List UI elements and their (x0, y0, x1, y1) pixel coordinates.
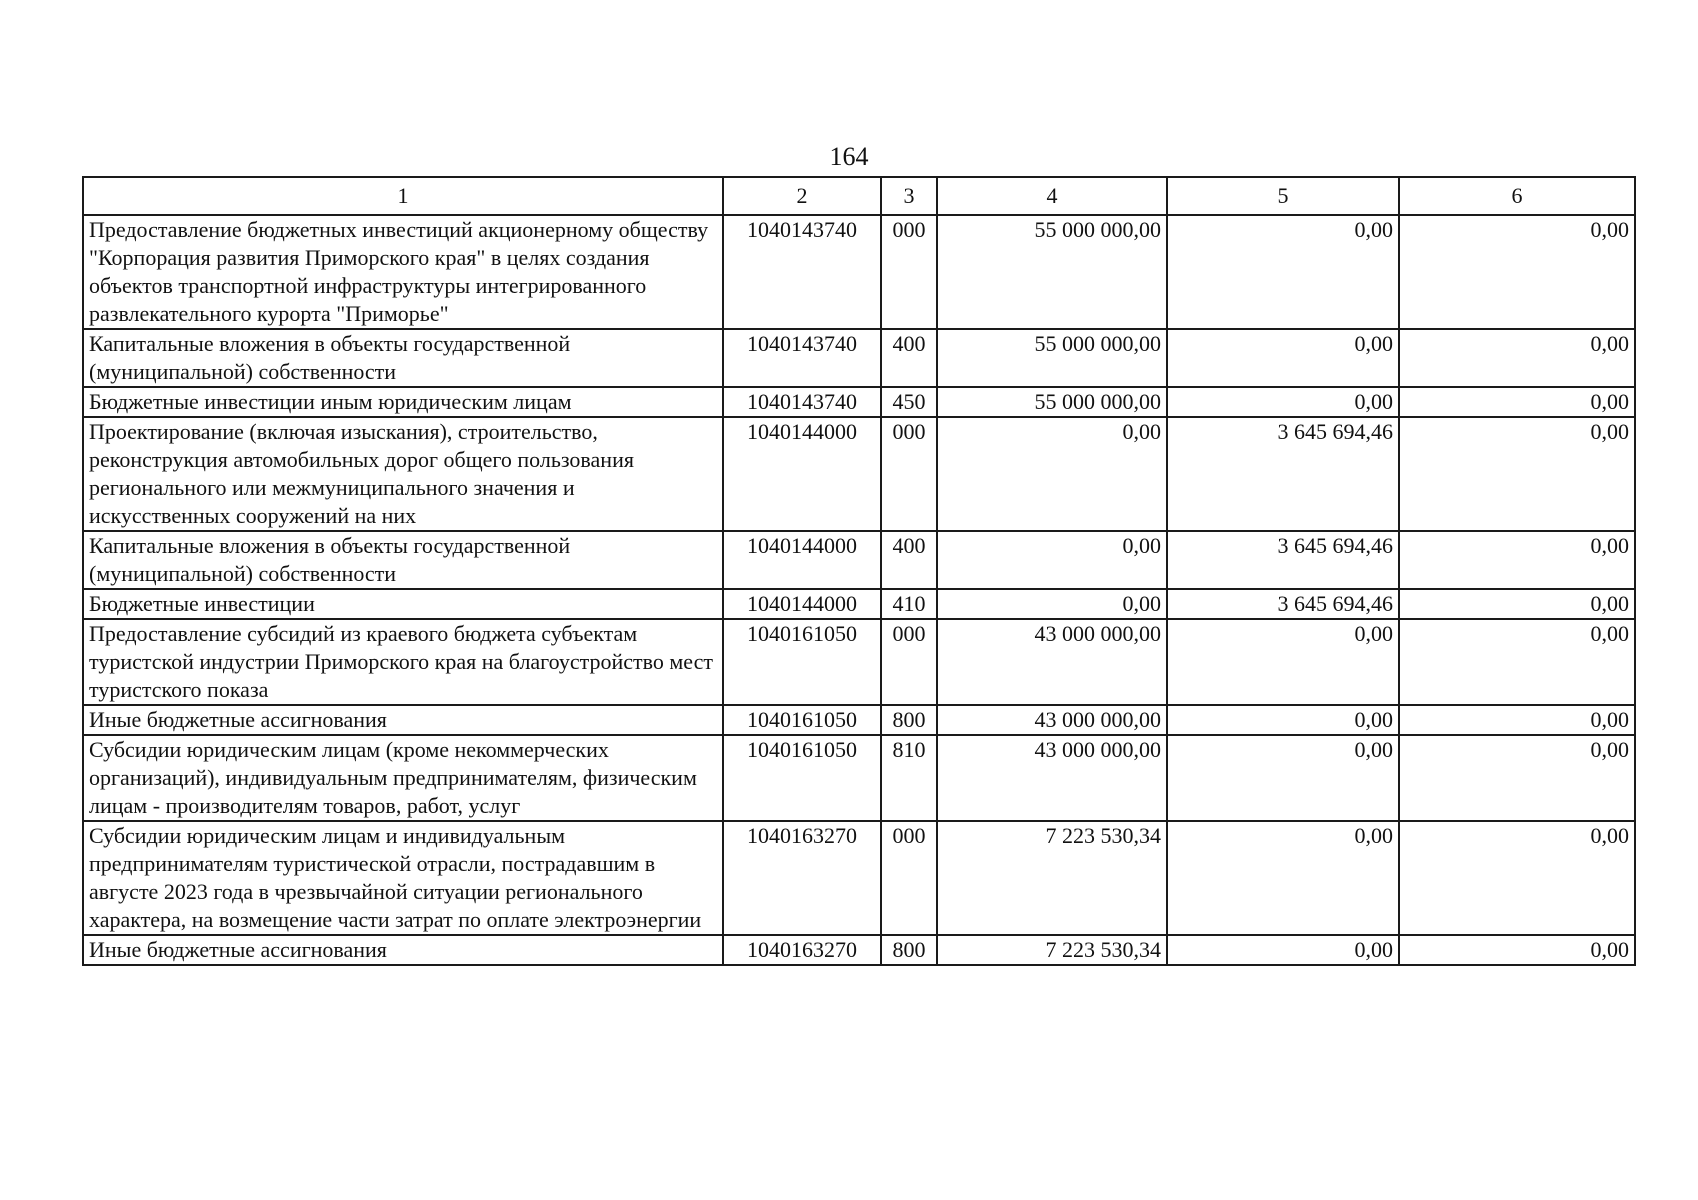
row-amount-4: 0,00 (937, 531, 1167, 589)
row-kind: 000 (881, 619, 937, 705)
row-code: 1040144000 (723, 589, 881, 619)
row-name: Бюджетные инвестиции (83, 589, 723, 619)
header-cell-1: 1 (83, 177, 723, 215)
row-kind: 410 (881, 589, 937, 619)
row-amount-5: 0,00 (1167, 821, 1399, 935)
row-amount-6: 0,00 (1399, 935, 1635, 965)
row-name: Капитальные вложения в объекты государственной (муниципальной) собственности (83, 531, 723, 589)
row-amount-4: 43 000 000,00 (937, 619, 1167, 705)
row-name: Субсидии юридическим лицам (кроме некоммерческих организаций), индивидуальным предпринимателям, физическим лицам - производителям товаров, работ, услуг (83, 735, 723, 821)
row-code: 1040144000 (723, 531, 881, 589)
table-row (83, 735, 1635, 821)
table-row (83, 531, 1635, 589)
row-code: 1040163270 (723, 821, 881, 935)
row-amount-6: 0,00 (1399, 705, 1635, 735)
row-amount-5: 3 645 694,46 (1167, 531, 1399, 589)
row-amount-5: 3 645 694,46 (1167, 417, 1399, 531)
table-row (83, 387, 1635, 417)
row-code: 1040143740 (723, 215, 881, 329)
header-row (83, 177, 1635, 215)
row-name: Иные бюджетные ассигнования (83, 935, 723, 965)
row-amount-4: 7 223 530,34 (937, 935, 1167, 965)
row-amount-5: 0,00 (1167, 935, 1399, 965)
row-amount-6: 0,00 (1399, 329, 1635, 387)
row-amount-6: 0,00 (1399, 619, 1635, 705)
row-name: Предоставление бюджетных инвестиций акционерному обществу "Корпорация развития Приморского края" в целях создания объектов транспортной инфраструктуры интегрированного развлекательного курорта "Приморье" (83, 215, 723, 329)
row-name: Предоставление субсидий из краевого бюджета субъектам туристской индустрии Приморского края на благоустройство мест туристского показа (83, 619, 723, 705)
row-name: Субсидии юридическим лицам и индивидуальным предпринимателям туристической отрасли, пострадавшим в августе 2023 года в чрезвычайной ситуации регионального характера, на возмещение части затрат по оплате электроэнергии (83, 821, 723, 935)
header-cell-5: 5 (1167, 177, 1399, 215)
row-amount-6: 0,00 (1399, 387, 1635, 417)
budget-table (82, 176, 1636, 966)
row-code: 1040144000 (723, 417, 881, 531)
row-amount-4: 43 000 000,00 (937, 735, 1167, 821)
row-amount-5: 0,00 (1167, 387, 1399, 417)
table-row (83, 705, 1635, 735)
row-amount-5: 0,00 (1167, 215, 1399, 329)
row-kind: 400 (881, 531, 937, 589)
row-amount-4: 7 223 530,34 (937, 821, 1167, 935)
row-code: 1040163270 (723, 935, 881, 965)
row-amount-5: 0,00 (1167, 329, 1399, 387)
row-name: Иные бюджетные ассигнования (83, 705, 723, 735)
table-row (83, 417, 1635, 531)
row-kind: 400 (881, 329, 937, 387)
row-amount-5: 0,00 (1167, 619, 1399, 705)
row-kind: 000 (881, 215, 937, 329)
row-kind: 800 (881, 935, 937, 965)
row-amount-4: 0,00 (937, 417, 1167, 531)
row-kind: 810 (881, 735, 937, 821)
row-amount-4: 55 000 000,00 (937, 329, 1167, 387)
row-name: Проектирование (включая изыскания), строительство, реконструкция автомобильных дорог общего пользования регионального или межмуниципального значения и искусственных сооружений на них (83, 417, 723, 531)
table-row (83, 935, 1635, 965)
row-amount-5: 3 645 694,46 (1167, 589, 1399, 619)
row-amount-6: 0,00 (1399, 821, 1635, 935)
table-row (83, 619, 1635, 705)
row-kind: 000 (881, 821, 937, 935)
row-amount-6: 0,00 (1399, 417, 1635, 531)
header-cell-4: 4 (937, 177, 1167, 215)
row-amount-4: 55 000 000,00 (937, 387, 1167, 417)
row-amount-6: 0,00 (1399, 735, 1635, 821)
row-amount-6: 0,00 (1399, 215, 1635, 329)
page-number: 164 (829, 142, 869, 171)
row-code: 1040161050 (723, 619, 881, 705)
row-amount-4: 0,00 (937, 589, 1167, 619)
row-code: 1040161050 (723, 705, 881, 735)
header-cell-2: 2 (723, 177, 881, 215)
row-amount-5: 0,00 (1167, 705, 1399, 735)
table-row (83, 589, 1635, 619)
row-code: 1040161050 (723, 735, 881, 821)
header-cell-6: 6 (1399, 177, 1635, 215)
row-amount-5: 0,00 (1167, 735, 1399, 821)
row-amount-6: 0,00 (1399, 589, 1635, 619)
row-kind: 000 (881, 417, 937, 531)
row-amount-6: 0,00 (1399, 531, 1635, 589)
row-kind: 450 (881, 387, 937, 417)
row-amount-4: 55 000 000,00 (937, 215, 1167, 329)
row-name: Капитальные вложения в объекты государственной (муниципальной) собственности (83, 329, 723, 387)
row-code: 1040143740 (723, 329, 881, 387)
row-code: 1040143740 (723, 387, 881, 417)
table-row (83, 215, 1635, 329)
row-kind: 800 (881, 705, 937, 735)
row-amount-4: 43 000 000,00 (937, 705, 1167, 735)
header-cell-3: 3 (881, 177, 937, 215)
row-name: Бюджетные инвестиции иным юридическим лицам (83, 387, 723, 417)
table-row (83, 821, 1635, 935)
table-row (83, 329, 1635, 387)
